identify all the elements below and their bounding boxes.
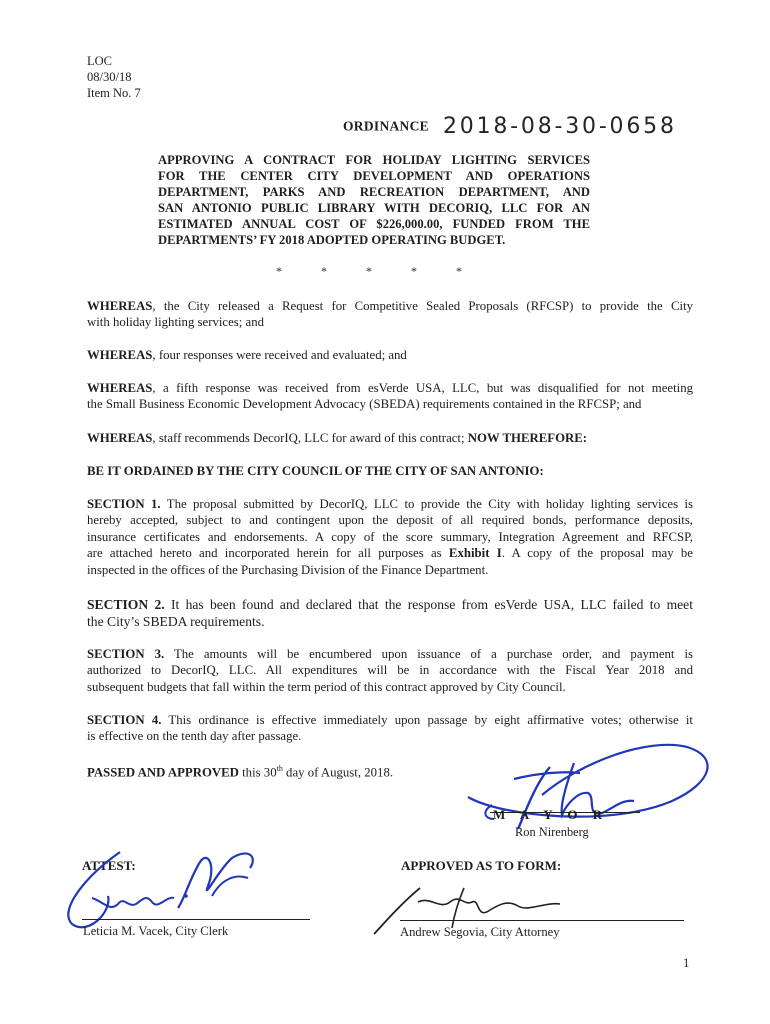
paragraph-text: are attached hereto and incorporated herein for all purposes as <box>87 546 449 561</box>
paragraph-text: The amounts will be encumbered upon issuance of a purchase order, and payment is <box>164 647 693 661</box>
mayor-title: M A Y O R <box>493 807 609 822</box>
city-attorney-name: Andrew Segovia, City Attorney <box>400 925 560 939</box>
section-divider-stars <box>276 264 501 279</box>
whereas-paragraph-3 <box>87 380 693 413</box>
exhibit-reference: Exhibit I <box>448 546 502 561</box>
section-2 <box>87 596 693 631</box>
divider-star: * <box>456 264 462 278</box>
header-date: 08/30/18 <box>87 70 132 84</box>
city-clerk-signature-line <box>82 919 310 920</box>
caption-line: APPROVING A CONTRACT FOR HOLIDAY LIGHTING SERVICES <box>158 153 590 167</box>
paragraph-text: this 30 <box>238 765 277 780</box>
ordinance-caption <box>158 152 590 249</box>
passed-label: PASSED AND APPROVED <box>87 765 239 780</box>
whereas-paragraph-4 <box>87 430 693 446</box>
whereas-paragraph-1 <box>87 298 693 331</box>
caption-line: SAN ANTONIO PUBLIC LIBRARY WITH DECORIQ, LLC FOR AN <box>158 201 590 216</box>
page-number: 1 <box>683 956 690 970</box>
header-item-number: Item No. 7 <box>87 86 141 100</box>
paragraph-text: hereby accepted, subject to and contingent upon the deposit of all required bonds, performance deposits, <box>87 513 693 528</box>
now-therefore: NOW THEREFORE: <box>467 431 588 445</box>
ordinance-number-line <box>343 114 677 139</box>
section-3 <box>87 646 693 695</box>
mayor-name: Ron Nirenberg <box>515 825 589 839</box>
paragraph-text: , four responses were received and evaluated; and <box>152 348 407 362</box>
caption-line: ESTIMATED ANNUAL COST OF $226,000.00, FUNDED FROM THE <box>158 217 590 232</box>
caption-line: DEPARTMENT, PARKS AND RECREATION DEPARTMENT, AND <box>158 185 590 200</box>
section-label: SECTION 1. <box>87 497 161 511</box>
divider-star: * <box>321 264 327 278</box>
paragraph-text: It has been found and declared that the response from esVerde USA, LLC failed to meet <box>164 597 693 612</box>
approved-as-to-form-label: APPROVED AS TO FORM: <box>401 858 562 873</box>
whereas-label: WHEREAS <box>87 431 153 445</box>
paragraph-text: the Small Business Economic Development Advocacy (SBEDA) requirements contained in the RFCSP; and <box>87 397 642 412</box>
paragraph-text: The proposal submitted by DecorIQ, LLC to provide the City with holiday lighting services is <box>160 497 693 511</box>
whereas-label: WHEREAS <box>87 348 153 362</box>
divider-star: * <box>276 264 282 278</box>
paragraph-text: is effective on the tenth day after passage. <box>87 729 302 744</box>
paragraph-text: subsequent budgets that fall within the term period of this contract approved by City Council. <box>87 679 566 694</box>
paragraph-text: insurance certificates and endorsements. A copy of the score summary, Integration Agreement and RFCSP, <box>87 529 693 544</box>
divider-star: * <box>411 264 417 278</box>
document-header <box>87 53 141 101</box>
whereas-label: WHEREAS <box>87 299 153 313</box>
paragraph-text: This ordinance is effective immediately upon passage by eight affirmative votes; otherwise it <box>161 713 693 727</box>
caption-line: FOR THE CENTER CITY DEVELOPMENT AND OPERATIONS <box>158 169 590 184</box>
caption-line: DEPARTMENTS’ FY 2018 ADOPTED OPERATING BUDGET. <box>158 233 506 248</box>
paragraph-text: , staff recommends DecorIQ, LLC for award of this contract; <box>152 431 468 445</box>
paragraph-text: , a fifth response was received from esVerde USA, LLC, but was disqualified for not meeting <box>152 381 693 395</box>
section-1 <box>87 496 693 578</box>
whereas-paragraph-2 <box>87 347 693 363</box>
paragraph-text: authorized to DecorIQ, LLC. All expenditures will be in accordance with the Fiscal Year 2018 and <box>87 663 693 678</box>
paragraph-text: the City’s SBEDA requirements. <box>87 614 265 630</box>
ordained-text: BE IT ORDAINED BY THE CITY COUNCIL OF THE CITY OF SAN ANTONIO: <box>87 464 544 478</box>
city-clerk-name: Leticia M. Vacek, City Clerk <box>83 924 229 938</box>
ordained-clause <box>87 463 693 479</box>
attest-label: ATTEST: <box>82 858 136 873</box>
paragraph-text: , the City released a Request for Competitive Sealed Proposals (RFCSP) to provide the City <box>152 299 693 313</box>
ordinance-number-stamp: 2018-08-30-0658 <box>442 114 677 139</box>
city-attorney-signature-line <box>400 920 684 921</box>
section-label: SECTION 4. <box>87 713 162 727</box>
whereas-label: WHEREAS <box>87 381 153 395</box>
header-loc: LOC <box>87 54 112 68</box>
date-ordinal-suffix: th <box>276 764 283 773</box>
paragraph-text: day of August, 2018. <box>282 765 394 780</box>
paragraph-text: inspected in the offices of the Purchasing Division of the Finance Department. <box>87 562 489 577</box>
divider-star: * <box>366 264 372 278</box>
paragraph-text: . A copy of the proposal may be <box>501 546 693 561</box>
ordinance-label: ORDINANCE <box>343 118 429 134</box>
paragraph-text: with holiday lighting services; and <box>87 315 264 330</box>
section-label: SECTION 3. <box>87 647 165 661</box>
section-label: SECTION 2. <box>87 597 165 612</box>
